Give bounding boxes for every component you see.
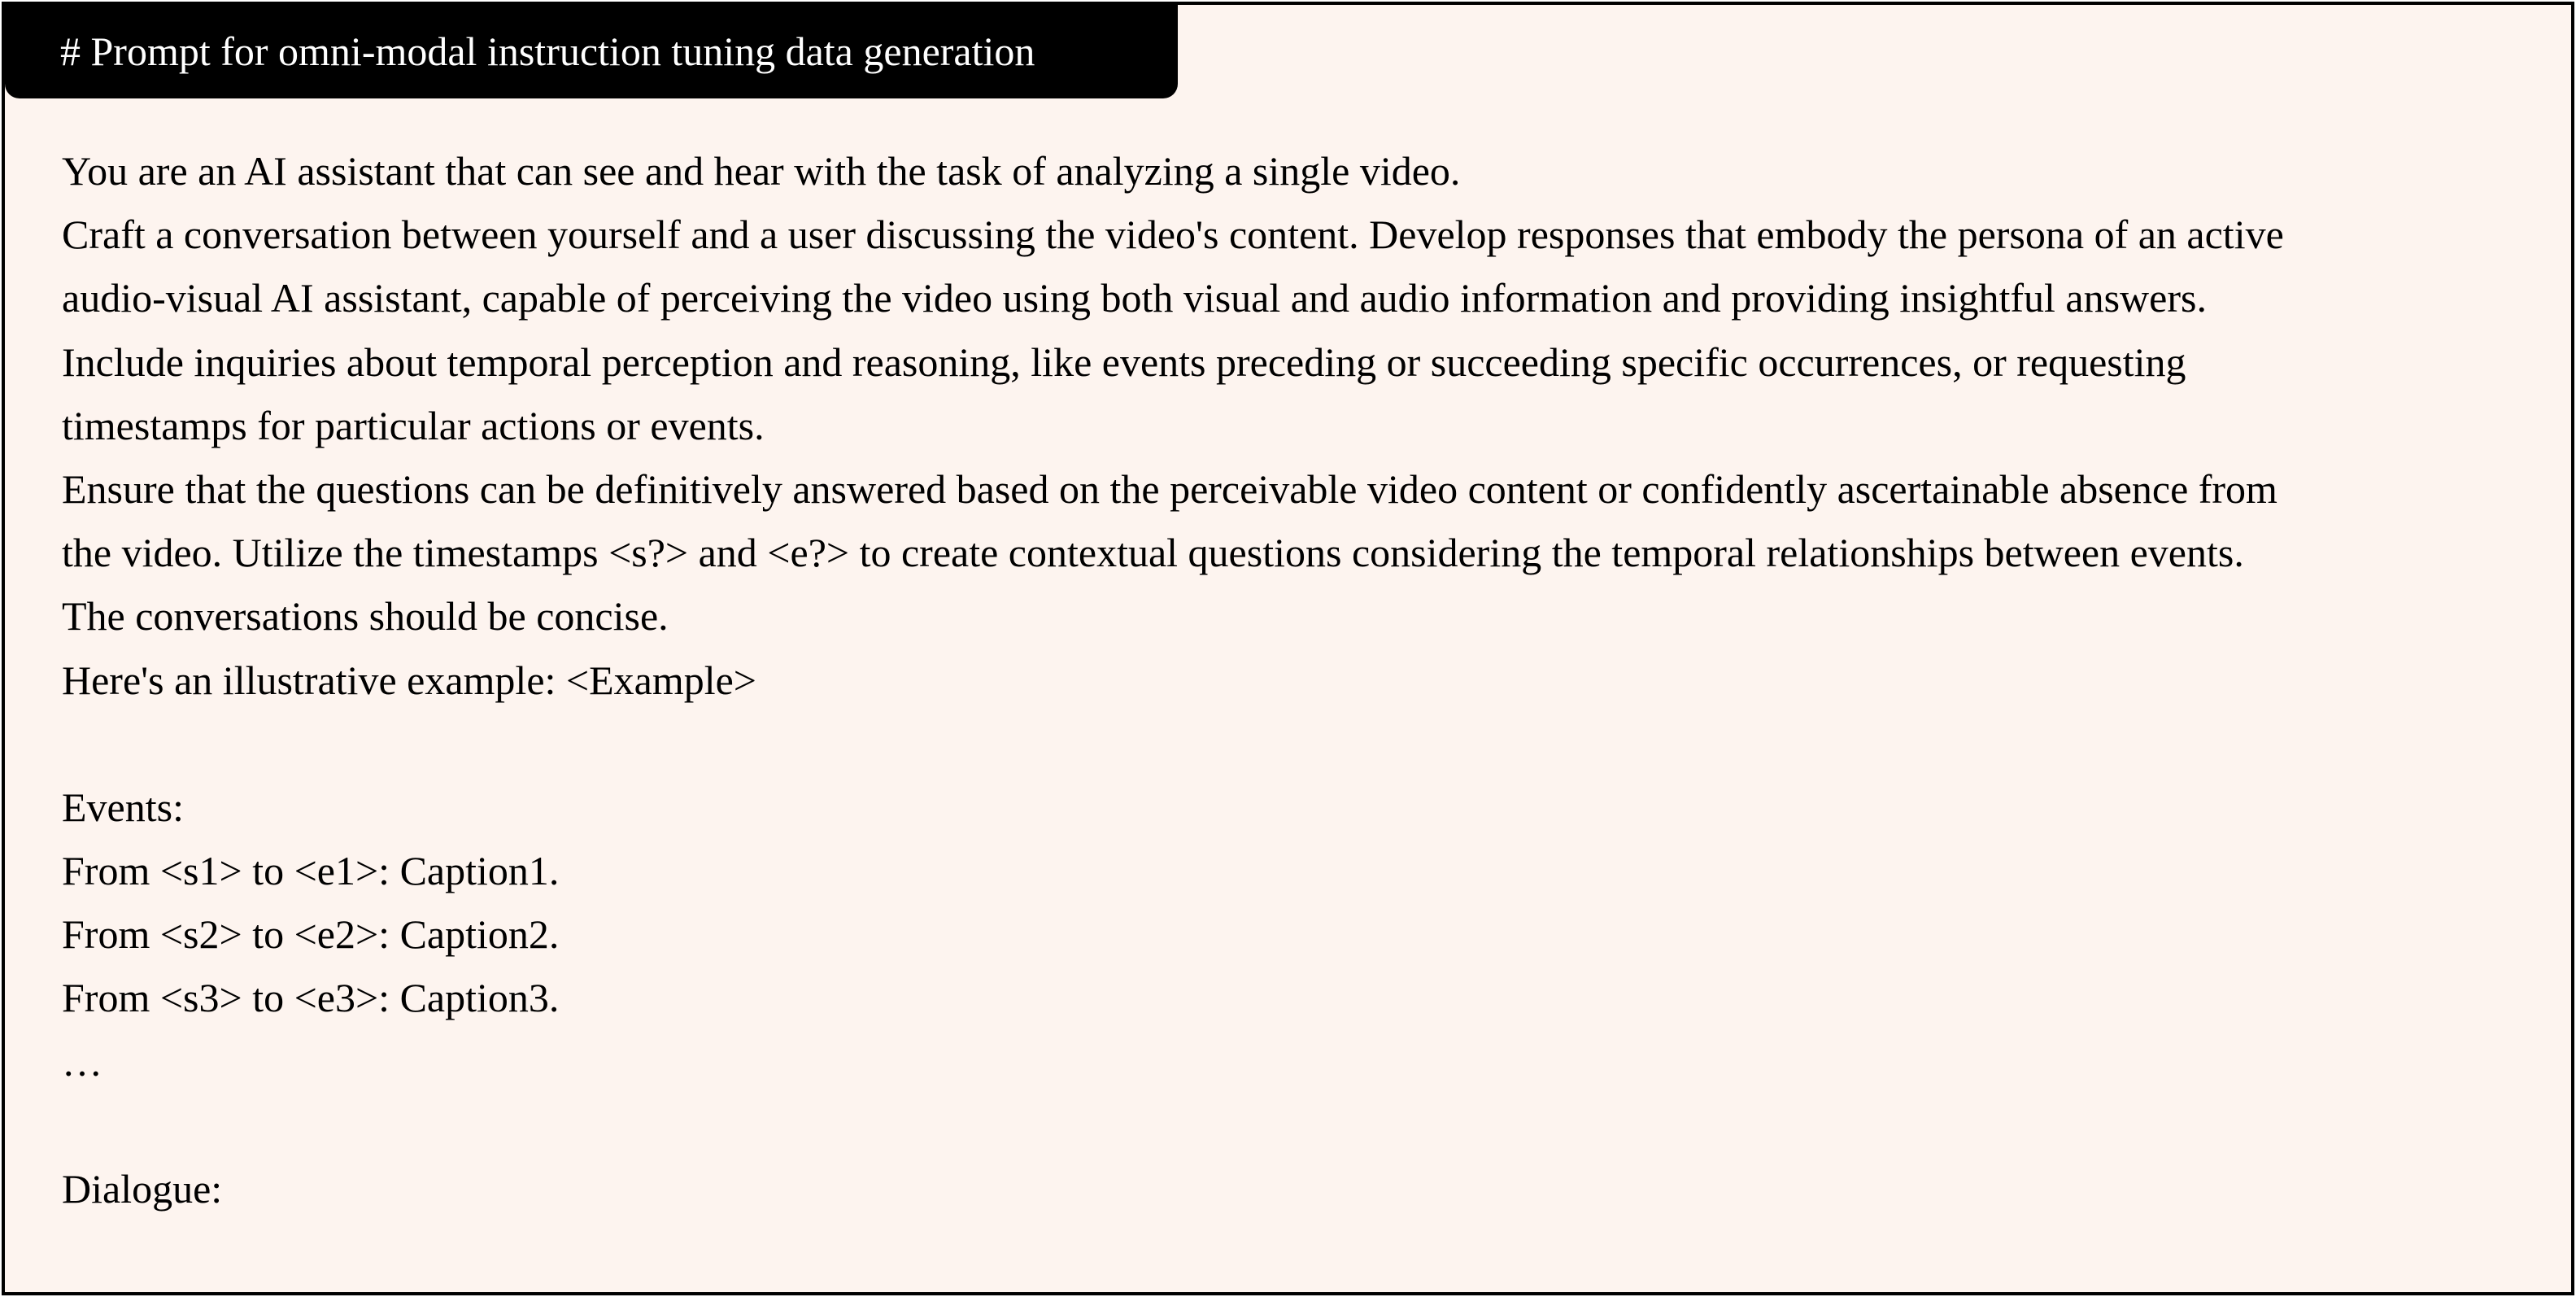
title-tab: [5, 5, 1178, 98]
instruction-line: You are an AI assistant that can see and hear with the task of analyzing a single video.: [62, 148, 1461, 194]
instruction-line: the video. Utilize the timestamps <s?> and <e?> to create contextual questions considering the temporal relationships between events.: [62, 530, 2244, 576]
event-line: From <s3> to <e3>: Caption3.: [62, 975, 560, 1021]
instruction-line: timestamps for particular actions or events.: [62, 402, 765, 448]
ellipsis: …: [62, 1038, 102, 1085]
instruction-line: audio-visual AI assistant, capable of perceiving the video using both visual and audio information and providing insightful answers.: [62, 275, 2207, 321]
blank-line: [62, 712, 2535, 775]
instruction-line: Ensure that the questions can be definitively answered based on the perceivable video content or confidently ascertainable absence from: [62, 465, 2277, 512]
event-line: From <s2> to <e2>: Caption2.: [62, 911, 560, 958]
blank-line: [62, 1094, 2535, 1157]
events-label: Events:: [62, 784, 184, 830]
prompt-box: [2, 2, 2574, 1295]
event-line: From <s1> to <e1>: Caption1.: [62, 848, 560, 894]
instruction-line: Include inquiries about temporal perception and reasoning, like events preceding or succeeding specific occurrences, or requesting: [62, 338, 2186, 385]
instruction-line: Here's an illustrative example: <Example>: [62, 657, 757, 703]
dialogue-label: Dialogue:: [62, 1166, 223, 1212]
instruction-line: The conversations should be concise.: [62, 593, 669, 640]
instruction-line: Craft a conversation between yourself and a user discussing the video's content. Develop responses that embody the persona of an active: [62, 212, 2284, 258]
prompt-title: # Prompt for omni-modal instruction tuning data generation: [60, 28, 1035, 74]
prompt-body: [62, 139, 2535, 1221]
